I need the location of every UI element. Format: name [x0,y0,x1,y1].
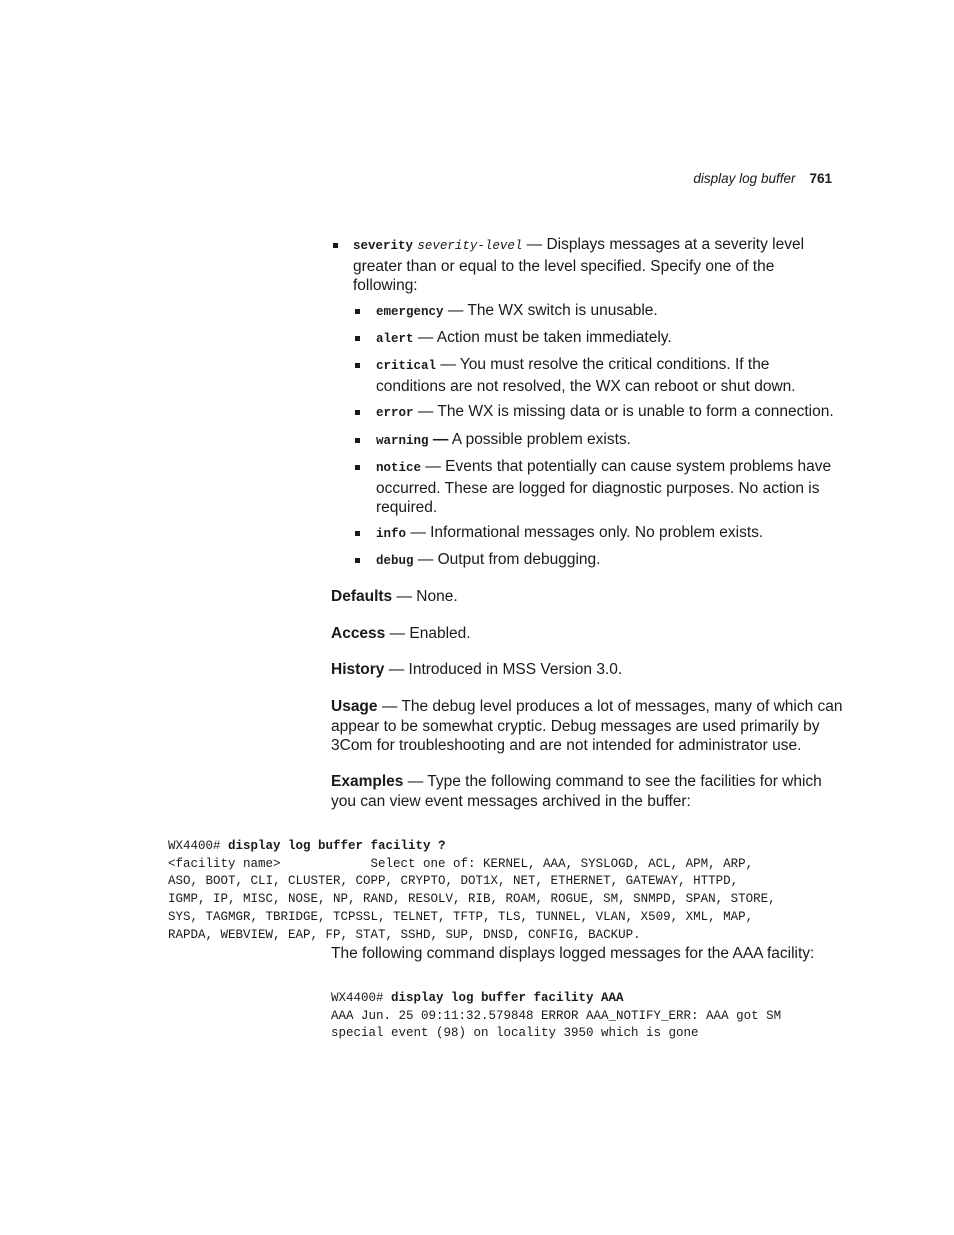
level-desc: — The WX is missing data or is unable to form a connection. [413,403,834,420]
level-item-emergency [376,301,846,323]
level-item-info [376,523,846,545]
level-desc: — You must resolve the critical conditions. If the conditions are not resolved, the WX can reboot or shut down. [376,356,796,395]
code-line: AAA Jun. 25 09:11:32.579848 ERROR AAA_NOTIFY_ERR: AAA got SM [331,1008,782,1023]
bullet-icon [355,410,360,415]
bullet-icon [355,336,360,341]
history-paragraph [331,660,846,680]
bullet-icon [355,438,360,443]
code-command: display log buffer facility ? [228,838,446,853]
defaults-label: Defaults [331,588,393,605]
level-keyword: emergency [376,305,444,319]
examples-text: — Type the following command to see the facilities for which you can view event messages archived in the buffer: [331,773,822,810]
access-paragraph [331,624,846,644]
level-item-debug [376,550,846,572]
code-prompt: WX4400# [168,838,229,853]
level-desc: — Action must be taken immediately. [413,329,672,346]
code-line: IGMP, IP, MISC, NOSE, NP, RAND, RESOLV, RIB, ROAM, ROGUE, SM, SNMPD, SPAN, STORE, [168,892,776,907]
level-desc: A possible problem exists. [448,431,631,448]
aaa-intro-paragraph [331,944,846,964]
code-line: <facility name> Select one of: KERNEL, AAA, SYSLOGD, ACL, APM, ARP, [168,856,754,871]
level-keyword: notice [376,461,422,475]
usage-label: Usage [331,698,378,715]
code-example-facility-list [168,820,776,962]
severity-item [353,235,828,296]
level-desc: — Informational messages only. No problem exists. [406,524,764,541]
running-header-title: display log buffer [693,171,796,186]
level-desc: — Output from debugging. [413,551,601,568]
code-prompt: WX4400# [331,990,392,1005]
level-item-alert [376,328,846,350]
level-item-notice [376,457,846,518]
examples-label: Examples [331,773,404,790]
level-keyword: error [376,406,414,420]
history-label: History [331,661,385,678]
access-label: Access [331,625,386,642]
bullet-icon [355,363,360,368]
code-command-line [168,838,776,856]
level-item-warning [376,430,846,452]
level-keyword: warning [376,434,429,448]
code-line: ASO, BOOT, CLI, CLUSTER, COPP, CRYPTO, DOT1X, NET, ETHERNET, GATEWAY, HTTPD, [168,874,739,889]
bullet-icon [355,465,360,470]
severity-keyword: severity [353,239,414,253]
level-keyword: alert [376,332,414,346]
code-line: SYS, TAGMGR, TBRIDGE, TCPSSL, TELNET, TFTP, TLS, TUNNEL, VLAN, X509, XML, MAP, [168,909,754,924]
examples-paragraph [331,772,841,811]
severity-arg: severity-level [417,239,523,253]
code-command: display log buffer facility AAA [391,990,624,1005]
severity-desc: — Displays messages at a severity level greater than or equal to the level specified. Specify one of the following: [353,236,805,294]
usage-text: — The debug level produces a lot of messages, many of which can appear to be somewhat cryptic. Debug messages are used primarily by 3Com for troubleshooting and are not intended for administrator use. [331,698,843,754]
bullet-icon [355,531,360,536]
level-item-error [376,402,852,424]
level-keyword: info [376,527,407,541]
running-header [600,171,832,186]
code-line: RAPDA, WEBVIEW, EAP, FP, STAT, SSHD, SUP, DNSD, CONFIG, BACKUP. [168,927,641,942]
bullet-icon [355,309,360,314]
bullet-icon [355,558,360,563]
bullet-icon [333,243,338,248]
level-item-critical [376,355,816,396]
aaa-intro-text: The following command displays logged messages for the AAA facility: [331,945,815,962]
level-keyword: critical [376,359,437,373]
level-desc: — The WX switch is unusable. [443,302,658,319]
usage-paragraph [331,697,846,756]
level-keyword: debug [376,554,414,568]
defaults-paragraph [331,587,846,607]
history-text: — Introduced in MSS Version 3.0. [384,661,623,678]
code-command-line [331,990,781,1008]
code-line: special event (98) on locality 3950 which is gone [331,1026,699,1041]
access-text: — Enabled. [385,625,471,642]
defaults-text: — None. [392,588,458,605]
level-dash: — [428,431,449,448]
code-example-aaa [331,972,781,1061]
page-number: 761 [809,171,832,186]
level-desc: — Events that potentially can cause system problems have occurred. These are logged for diagnostic purposes. No action is required. [376,458,832,516]
